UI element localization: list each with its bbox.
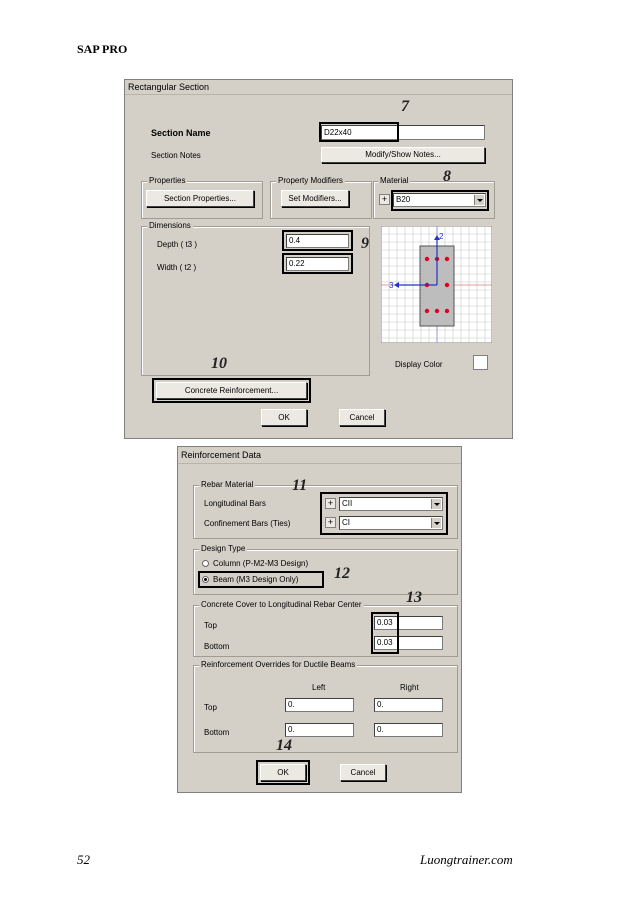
- set-modifiers-button[interactable]: Set Modifiers...: [281, 190, 349, 207]
- dimensions-group-title: Dimensions: [149, 221, 191, 230]
- highlight-box-7: [319, 122, 399, 142]
- concrete-reinforcement-button[interactable]: Concrete Reinforcement...: [156, 382, 307, 399]
- width-label: Width ( t2 ): [157, 263, 197, 272]
- right-column-header: Right: [400, 683, 419, 692]
- column-radio[interactable]: [202, 560, 209, 567]
- confinement-add-button[interactable]: +: [325, 517, 336, 528]
- beam-option-label: Beam (M3 Design Only): [213, 575, 299, 584]
- section-name-field[interactable]: D22x40: [321, 125, 485, 140]
- material-add-button[interactable]: +: [379, 194, 390, 205]
- ok-button[interactable]: OK: [260, 764, 306, 781]
- highlight-box-14: [256, 760, 310, 785]
- concrete-cover-title: Concrete Cover to Longitudinal Rebar Center: [201, 600, 362, 609]
- highlight-box-12: [198, 571, 324, 588]
- step-10-label: 10: [211, 355, 227, 372]
- override-bottom-left-field[interactable]: 0.: [285, 723, 354, 737]
- design-type-title: Design Type: [201, 544, 246, 553]
- reinforcement-data-dialog: [177, 446, 462, 793]
- step-7-label: 7: [401, 98, 409, 115]
- longitudinal-bars-label: Longitudinal Bars: [204, 499, 266, 508]
- step-13-label: 13: [406, 589, 422, 606]
- column-option-label: Column (P-M2-M3 Design): [213, 559, 309, 568]
- cover-top-label: Top: [204, 621, 217, 630]
- modify-show-notes-button[interactable]: Modify/Show Notes...: [321, 147, 485, 163]
- width-field[interactable]: 0.22: [286, 257, 349, 271]
- dialog-title: Rectangular Section: [125, 80, 512, 95]
- ok-button[interactable]: OK: [261, 409, 307, 426]
- highlight-box-9b: [282, 253, 353, 274]
- override-top-label: Top: [204, 703, 217, 712]
- highlight-box-10: [152, 378, 311, 403]
- material-group-title: Material: [380, 176, 409, 185]
- axis-2-label: 2: [439, 232, 444, 241]
- properties-group-title: Properties: [149, 176, 186, 185]
- page-header: SAP PRO: [77, 42, 128, 56]
- highlight-box-11: [320, 492, 448, 535]
- cover-bottom-label: Bottom: [204, 642, 230, 651]
- section-preview: [381, 226, 492, 343]
- site-credit: Luongtrainer.com: [420, 852, 513, 867]
- override-top-left-field[interactable]: 0.: [285, 698, 354, 712]
- section-name-label: Section Name: [151, 128, 211, 138]
- cancel-button[interactable]: Cancel: [339, 409, 385, 426]
- override-bottom-right-field[interactable]: 0.: [374, 723, 443, 737]
- override-top-right-field[interactable]: 0.: [374, 698, 443, 712]
- step-12-label: 12: [334, 565, 350, 582]
- override-bottom-label: Bottom: [204, 728, 230, 737]
- reinforcement-overrides-title: Reinforcement Overrides for Ductile Beams: [201, 660, 356, 669]
- highlight-box-8: [391, 190, 489, 211]
- rectangular-section-dialog: [124, 79, 513, 439]
- section-notes-label: Section Notes: [151, 151, 201, 160]
- step-11-label: 11: [292, 477, 308, 494]
- depth-label: Depth ( t3 ): [157, 240, 198, 249]
- step-9-label: 9: [361, 235, 369, 252]
- longitudinal-add-button[interactable]: +: [325, 498, 336, 509]
- display-color-swatch[interactable]: [473, 355, 488, 370]
- page-number: 52: [77, 852, 90, 867]
- cover-top-field[interactable]: 0.03: [374, 616, 443, 630]
- left-column-header: Left: [312, 683, 326, 692]
- confinement-value: CI: [342, 518, 350, 527]
- cover-bottom-field[interactable]: 0.03: [374, 636, 443, 650]
- cancel-button[interactable]: Cancel: [340, 764, 386, 781]
- display-color-label: Display Color: [395, 360, 443, 369]
- step-8-label: 8: [443, 168, 451, 185]
- highlight-box-13: [371, 612, 399, 654]
- dialog-title: Reinforcement Data: [178, 447, 461, 464]
- material-value: B20: [396, 195, 411, 204]
- depth-field[interactable]: 0.4: [286, 234, 349, 248]
- step-14-label: 14: [276, 737, 292, 754]
- highlight-box-9a: [282, 230, 353, 251]
- section-properties-button[interactable]: Section Properties...: [146, 190, 254, 207]
- confinement-bars-label: Confinement Bars (Ties): [204, 519, 291, 528]
- axis-3-label: 3: [389, 281, 394, 290]
- longitudinal-value: CII: [342, 499, 353, 508]
- property-modifiers-title: Property Modifiers: [278, 176, 343, 185]
- rebar-material-title: Rebar Material: [201, 480, 254, 489]
